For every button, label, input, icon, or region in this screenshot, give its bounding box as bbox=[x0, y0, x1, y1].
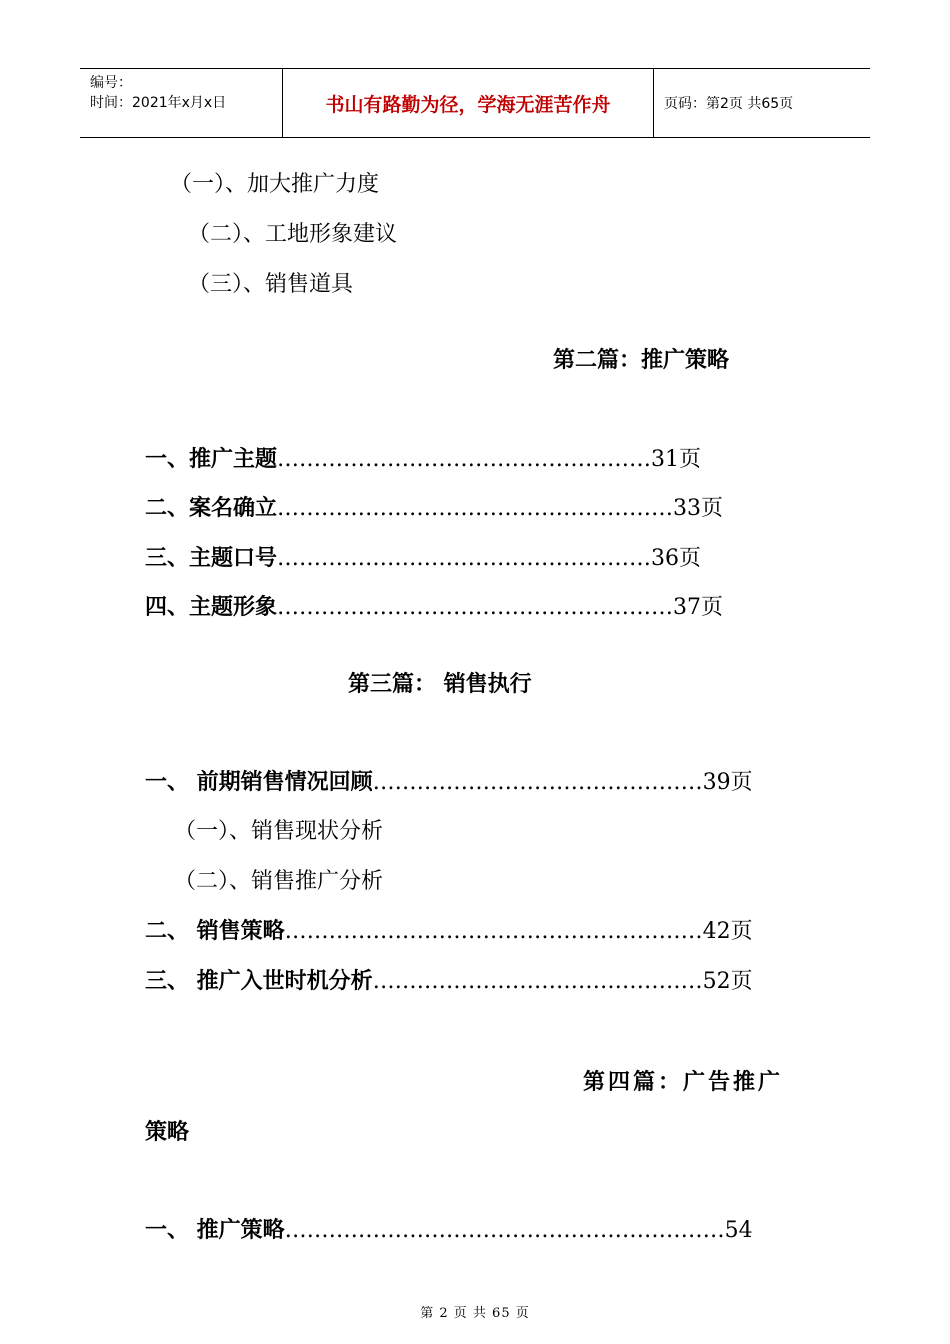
toc-entry-label: 一、 前期销售情况回顾 bbox=[145, 769, 373, 795]
time-label: 时间：2021年x月x日 bbox=[90, 95, 227, 111]
toc-entry-label: 二、案名确立 bbox=[145, 495, 278, 521]
toc-entry-label: 二、 销售策略 bbox=[145, 918, 285, 944]
toc-entry-page: 33页 bbox=[673, 496, 724, 521]
page-footer: 第 2 页 共 65 页 bbox=[420, 1306, 530, 1321]
toc-entry bbox=[145, 543, 701, 574]
toc-entry-dots: ……………………………………………… bbox=[277, 595, 674, 620]
toc-entry-page: 52页 bbox=[702, 969, 753, 994]
toc-entry-label: 四、主题形象 bbox=[145, 594, 278, 620]
toc-entry-page: 54 bbox=[724, 1218, 753, 1243]
toc-entry bbox=[145, 493, 723, 524]
toc-entry-dots: ……………………………………………… bbox=[277, 496, 674, 521]
part4-title-continued: 策略 bbox=[145, 1119, 190, 1145]
toc-sub-item: （一）、销售现状分析 bbox=[174, 819, 384, 844]
toc-entry bbox=[145, 1215, 753, 1246]
page-header bbox=[80, 68, 870, 138]
part4-title: 第四篇：广告推广 bbox=[583, 1069, 784, 1095]
toc-entry bbox=[145, 592, 723, 623]
number-label: 编号： bbox=[90, 75, 132, 91]
toc-entry-dots: ……………………………………… bbox=[372, 770, 703, 795]
toc-entry bbox=[145, 966, 753, 997]
toc-entry-dots: ……………………………………… bbox=[372, 969, 703, 994]
part2-title: 第二篇：推广策略 bbox=[553, 347, 730, 373]
header-meta bbox=[80, 69, 282, 137]
toc-entry bbox=[145, 916, 753, 947]
header-page-info: 页码：第2页 共65页 bbox=[664, 96, 794, 112]
toc-entry-label: 三、 推广入世时机分析 bbox=[145, 968, 373, 994]
toc-sub-item: （三）、销售道具 bbox=[188, 272, 354, 297]
toc-entry-label: 一、 推广策略 bbox=[145, 1217, 285, 1243]
toc-sub-item: （二）、销售推广分析 bbox=[174, 869, 384, 894]
toc-entry-label: 三、主题口号 bbox=[145, 545, 278, 571]
toc-entry bbox=[145, 767, 753, 798]
toc-entry-dots: …………………………………………… bbox=[277, 546, 652, 571]
toc-entry-page: 39页 bbox=[702, 770, 753, 795]
toc-sub-item: （二）、工地形象建议 bbox=[188, 222, 398, 247]
toc-sub-item: （一）、加大推广力度 bbox=[170, 172, 380, 197]
part3-title: 第三篇： 销售执行 bbox=[348, 671, 532, 697]
toc-entry-dots: …………………………………………… bbox=[277, 447, 652, 472]
toc-entry-dots: ………………………………………………… bbox=[284, 919, 703, 944]
toc-entry-page: 42页 bbox=[702, 919, 753, 944]
toc-entry-page: 37页 bbox=[673, 595, 724, 620]
header-motto: 书山有路勤为径，学海无涯苦作舟 bbox=[282, 69, 654, 137]
toc-entry bbox=[145, 444, 701, 475]
toc-entry-dots: …………………………………………………… bbox=[284, 1218, 725, 1243]
toc-entry-page: 36页 bbox=[651, 546, 702, 571]
toc-entry-page: 31页 bbox=[651, 447, 702, 472]
toc-entry-label: 一、推广主题 bbox=[145, 446, 278, 472]
